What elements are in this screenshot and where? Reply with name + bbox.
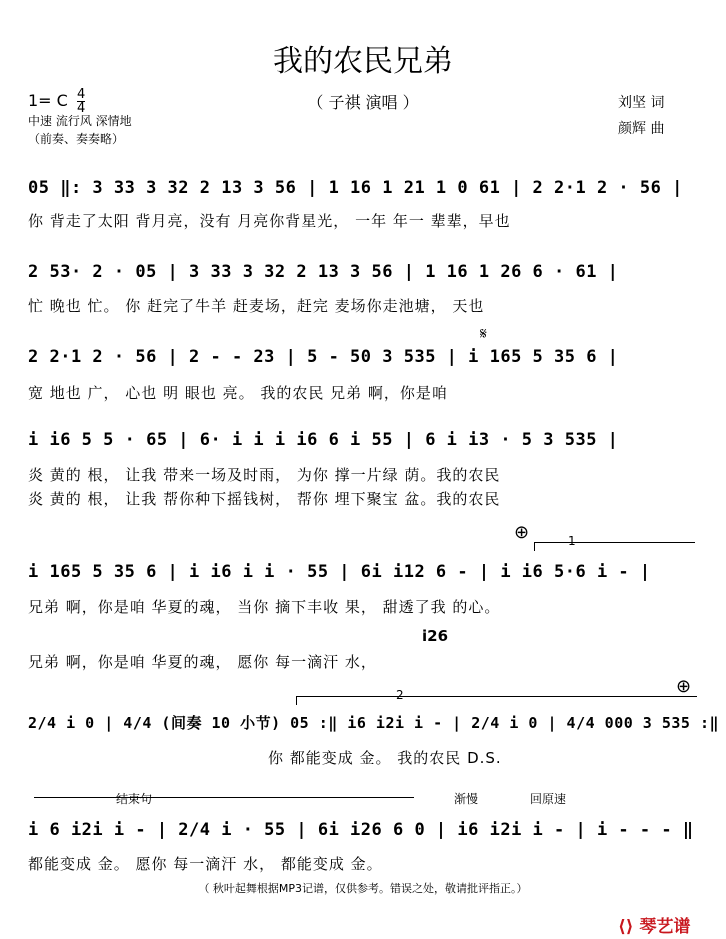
lyricist: 刘坚 词 [618,95,665,111]
intro-note: （前奏、奏奏略） [28,132,125,146]
notation-row-3: 2 2·1 2 · 56 | 2 - - 23 | 5 - 50 3 535 | i 165 5 35 6 | [28,347,619,367]
site-logo [618,912,690,937]
notation-row-1: 05 ‖: 3 33 3 32 2 13 3 56 | 1 16 1 21 1 0 61 | 2 2·1 2 · 56 | [28,178,683,198]
notation-row-7: i 6 i2i i - | 2/4 i · 55 | 6i i26 6 0 | i6 i2i i - | i - - - ‖ [28,820,694,840]
lyric-row-4a: 炎 黄的 根， 让我 带来一场及时雨， 为你 撑一片绿 荫。我的农民 [28,466,501,484]
composer: 颜辉 曲 [618,121,665,137]
logo-icon: ⟨⟩ [618,917,634,937]
time-signature [77,88,85,115]
coda-sign: ⊕ [514,522,530,543]
volta-2-bracket [296,696,697,705]
notation-row-6: 2/4 i 0 | 4/4 (间奏 10 小节) 05 :‖ i6 i2i i - | 2/4 i 0 | 4/4 000 3 535 :‖ [28,714,720,732]
resume-tempo-label: 回原速 [530,792,567,806]
lyric-row-7: 都能变成 金。 愿你 每一滴汗 水， 都能变成 金。 [28,855,383,873]
time-top: 4 [76,87,86,102]
volta-2-label: 2 [396,688,404,702]
coda-sign-2: ⊕ [676,676,692,697]
volta-1-label: 1 [568,534,576,548]
key-label: 1= C [28,91,68,110]
time-bottom: 4 [76,101,86,116]
ending-bracket [34,797,414,798]
notation-row-4: i i6 5 5 · 65 | 6· i i i i6 6 i 55 | 6 i i3 · 5 3 535 | [28,430,619,450]
lyric-row-2: 忙 晚也 忙。 你 赶完了牛羊 赶麦场，赶完 麦场你走池塘， 天也 [28,297,485,315]
alt-notes: i26 [422,627,449,645]
notation-row-5: i 165 5 35 6 | i i6 i i · 55 | 6i i12 6 - | i i6 5·6 i - | [28,562,651,582]
lyric-row-6: 你 都能变成 金。 我的农民 D.S. [268,749,502,767]
tempo-marking: 中速 流行风 深情地 [28,114,132,128]
song-title: 我的农民兄弟 [273,44,453,79]
footer-note: （ 秋叶起舞根据MP3记谱，仅供参考。错误之处，敬请批评指正。） [198,882,528,895]
volta-1-bracket [534,542,695,551]
lyric-row-5a: 兄弟 啊，你是咱 华夏的魂， 当你 摘下丰收 果， 甜透了我 的心。 [28,598,501,616]
notation-row-2: 2 53· 2 · 05 | 3 33 3 32 2 13 3 56 | 1 16 1 26 6 · 61 | [28,262,619,282]
key-signature [28,88,85,115]
lyric-row-3: 宽 地也 广， 心也 明 眼也 亮。 我的农民 兄弟 啊，你是咱 [28,384,448,402]
segno-sign: 𝄋 [480,324,487,343]
singer-credit: （ 子祺 演唱 ） [307,93,419,112]
logo-text: 琴艺谱 [639,917,691,937]
lyric-row-4b: 炎 黄的 根， 让我 帮你种下摇钱树， 帮你 埋下聚宝 盆。我的农民 [28,490,501,508]
lyric-row-5b: 兄弟 啊，你是咱 华夏的魂， 愿你 每一滴汗 水， [28,653,377,671]
ending-label: 结束句 [116,792,153,806]
slow-down-label: 渐慢 [454,792,479,806]
lyric-row-1: 你 背走了太阳 背月亮，没有 月亮你背星光， 一年 年一 辈辈，早也 [28,212,511,230]
